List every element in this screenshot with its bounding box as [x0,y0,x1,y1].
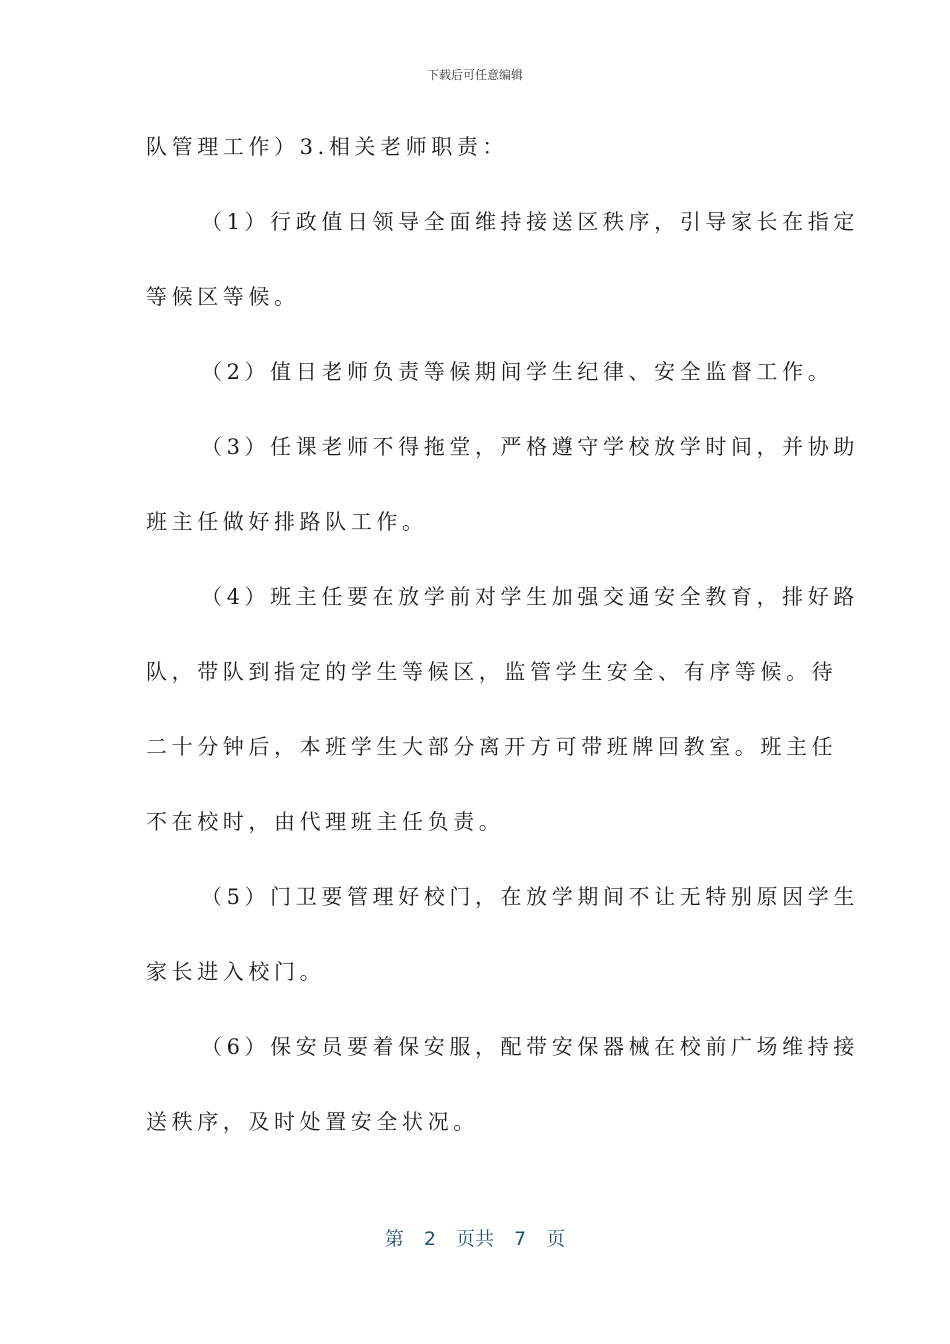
paragraph-line: （2）值日老师负责等候期间学生纪律、安全监督工作。 [201,360,834,384]
paragraph-line: （1）行政值日领导全面维持接送区秩序，引导家长在指定 [201,210,859,234]
footer-suffix: 页 [546,1228,566,1250]
footer-total-pages: 7 [514,1228,527,1250]
paragraph-line: 班主任做好排路队工作。 [146,510,428,534]
paragraph-line: 队，带队到指定的学生等候区，监管学生安全、有序等候。待 [146,660,838,684]
page-footer [0,1224,950,1251]
footer-page-number: 2 [423,1228,436,1250]
paragraph-line: 不在校时，由代理班主任负责。 [146,810,505,834]
page-header: 下载后可任意编辑 [426,68,523,82]
paragraph-line: （4）班主任要在放学前对学生加强交通安全教育，排好路 [201,585,859,609]
paragraph-line: （5）门卫要管理好校门，在放学期间不让无特别原因学生 [201,885,859,909]
paragraph-line: 送秩序，及时处置安全状况。 [146,1110,479,1134]
paragraph-line: 二十分钟后，本班学生大部分离开方可带班牌回教室。班主任 [146,735,838,759]
footer-prefix: 第 [384,1228,404,1250]
paragraph-line: （6）保安员要着保安服，配带安保器械在校前广场维持接 [201,1035,859,1059]
footer-middle: 页共 [455,1228,494,1250]
paragraph-line: 队管理工作）3.相关老师职责： [146,135,509,159]
paragraph-line: 家长进入校门。 [146,960,326,984]
paragraph-line: （3）任课老师不得拖堂，严格遵守学校放学时间，并协助 [201,435,859,459]
paragraph-line: 等候区等候。 [146,285,300,309]
document-body [146,125,859,1175]
